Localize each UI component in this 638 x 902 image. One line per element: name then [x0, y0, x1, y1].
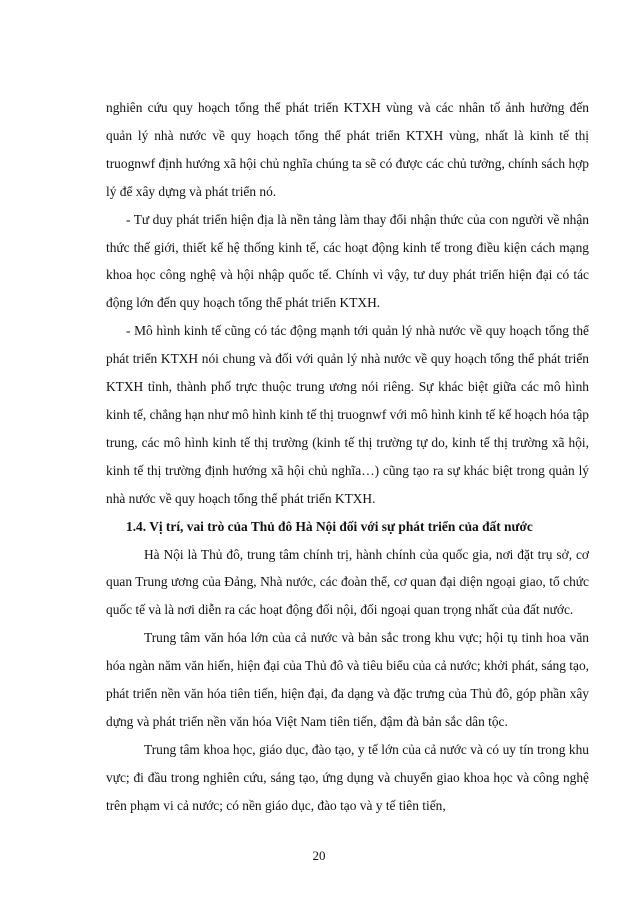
page-body: [106, 94, 589, 820]
paragraph-political-center: Hà Nội là Thủ đô, trung tâm chính trị, hành chính của quốc gia, nơi đặt trụ sở, cơ quan Trung ương của Đảng, Nhà nước, các đoàn thể, cơ quan đại diện ngoại giao, tổ chức quốc tế và là nơi diễn ra các hoạt động đối nội, đối ngoại quan trọng nhất của đất nước.: [106, 546, 589, 618]
section-heading: 1.4. Vị trí, vai trò của Thủ đô Hà Nội đối với sự phát triển của đất nước: [126, 518, 533, 534]
page-number: 20: [312, 848, 326, 863]
paragraph-economic-model: - Mô hình kinh tế cũng có tác động mạnh tới quản lý nhà nước về quy hoạch tổng thể phát triển KTXH nói chung và đối với quản lý nhà nước về quy hoạch tổng thể phát triển KTXH tỉnh, thành phố trực thuộc trung ương nói riêng. Sự khác biệt giữa các mô hình kinh tế, chẳng hạn như mô hình kinh tế thị truognwf với mô hình kinh tế kế hoạch hóa tập trung, các mô hình kinh tế thị trường (kinh tế thị trường tự do, kinh tế thị trường xã hội, kinh tế thị trường định hướng xã hội chủ nghĩa…) cũng tạo ra sự khác biệt trong quản lý nhà nước về quy hoạch tổng thể phát triển KTXH.: [106, 323, 589, 506]
paragraph-development-thinking: - Tư duy phát triển hiện địa là nền tảng làm thay đổi nhận thức của con người về nhận thức thế giới, thiết kế hệ thống kinh tế, các hoạt động kinh tế trong điều kiện cách mạng khoa học công nghệ và hội nhập quốc tế. Chính vì vậy, tư duy phát triển hiện đại có tác động lớn đến quy hoạch tổng thể phát triển KTXH.: [106, 211, 589, 311]
paragraph-cultural-center: Trung tâm văn hóa lớn của cả nước và bản sắc trong khu vực; hội tụ tinh hoa văn hóa ngàn năm văn hiến, hiện đại của Thủ đô và tiêu biểu của cả nước; khởi phát, sáng tạo, phát triển nền văn hóa tiên tiến, hiện đại, đa dạng và đặc trưng của Thủ đô, góp phần xây dựng và phát triển nền văn hóa Việt Nam tiên tiến, đậm đà bản sắc dân tộc.: [106, 630, 589, 729]
paragraph-continuation: nghiên cứu quy hoạch tổng thể phát triển KTXH vùng và các nhân tố ảnh hưởng đến quản lý nhà nước về quy hoạch tổng thể phát triển KTXH vùng, nhất là kinh tế thị truognwf định hướng xã hội chủ nghĩa chúng ta sẽ có được các chủ tưởng, chính sách hợp lý để xây dựng và phát triển nó.: [106, 100, 589, 199]
paragraph-science-center: Trung tâm khoa học, giáo dục, đào tạo, y tế lớn của cả nước và có uy tín trong khu vực; đi đầu trong nghiên cứu, sáng tạo, ứng dụng và chuyển giao khoa học và công nghệ trên phạm vi cả nước; có nền giáo dục, đào tạo và y tế tiên tiến,: [106, 741, 589, 813]
